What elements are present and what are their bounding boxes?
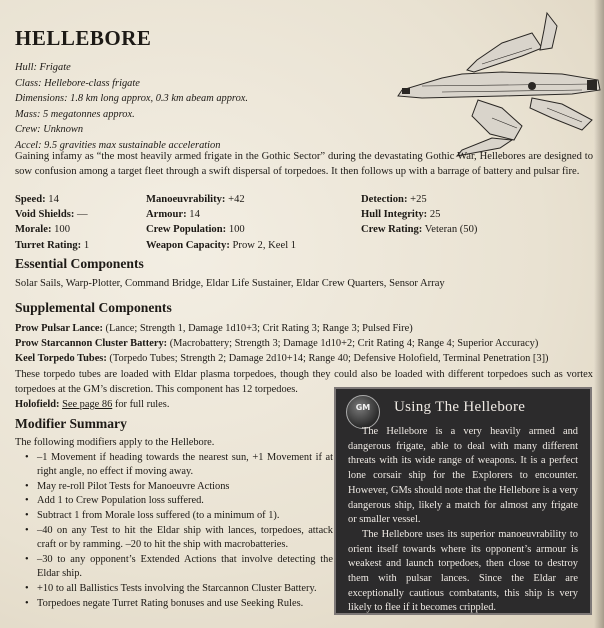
list-item: • +10 to all Ballistics Tests involving the Starcannon Cluster Battery. — [25, 582, 333, 597]
stat-hull-integrity: Hull Integrity: 25 — [361, 209, 441, 221]
ship-meta — [15, 60, 355, 153]
gm-skull-icon — [346, 395, 380, 429]
component-prow-pulsar-lance: Prow Pulsar Lance: (Lance; Strength 1, Damage 1d10+3; Crit Rating 3; Range 3; Pulsed Fire) — [15, 323, 413, 334]
meta-dimensions: Dimensions: 1.8 km long approx, 0.3 km abeam approx. — [15, 93, 248, 104]
see-page-link[interactable]: See page 86 — [62, 399, 113, 411]
stat-row — [15, 192, 595, 207]
stat-crew-population: Crew Population: 100 — [146, 224, 245, 236]
meta-crew: Crew: Unknown — [15, 124, 84, 135]
meta-hull: Hull: Frigate — [15, 62, 71, 73]
stat-row — [15, 207, 595, 222]
stat-manoeuvrability: Manoeuvrability: +42 — [146, 194, 245, 205]
stat-void-shields: Void Shields: — — [15, 209, 88, 221]
gm-badge-label: GM — [355, 403, 371, 412]
list-item: • –40 on any Test to hit the Eldar ship with lances, torpedoes, attack craft or by ramming. –20 to hit the ship with macrobatteries. — [25, 524, 333, 553]
gm-sidebar — [334, 387, 592, 615]
sidebar-text — [348, 425, 578, 616]
list-item: • May re-roll Pilot Tests for Manoeuvre Actions — [25, 480, 333, 495]
stat-detection: Detection: +25 — [361, 194, 427, 205]
list-item: • –30 to any opponent’s Extended Actions that involve detecting the Eldar ship. — [25, 553, 333, 582]
hellebore-ship-illustration — [382, 8, 604, 158]
stat-morale: Morale: 100 — [15, 224, 71, 236]
stat-crew-rating: Crew Rating: Veteran (50) — [361, 224, 478, 236]
component-keel-torpedo-tubes: Keel Torpedo Tubes: (Torpedo Tubes; Strength 2; Damage 2d10+14; Range 40; Defensive Holofield, Terminal Penetration [3]) — [15, 353, 549, 365]
stat-turret-rating: Turret Rating: 1 — [15, 239, 90, 251]
supplemental-components-heading: Supplemental Components — [15, 300, 172, 315]
list-item: • Torpedoes negate Turret Rating bonuses and use Seeking Rules. — [25, 597, 333, 612]
sidebar-paragraph: The Hellebore is a very heavily armed and dangerous frigate, able to deal with many different threats with its wide range of weapons. It is a perfect lone corsair ship for the Explorers to encounter. However, GMs should note that the Hellebore is a very dangerous ship, likely a match for almost any frigate or smaller vessel. — [348, 426, 578, 526]
sidebar-paragraph: The Hellebore uses its superior manoeuvrability to orient itself towards where its opponent’s armour is weakest and launch torpedoes, then close to destroy them with pulsar lances. Since the Eldar are exceptionally cautious combatants, this ship is very likely to flee if it becomes crippled. — [348, 528, 578, 614]
essential-components-text: Solar Sails, Warp-Plotter, Command Bridge, Eldar Life Sustainer, Eldar Crew Quarters, Sensor Array — [15, 278, 445, 289]
page-title: HELLEBORE — [15, 26, 152, 50]
list-item: • Add 1 to Crew Population loss suffered. — [25, 494, 333, 509]
list-item: • Subtract 1 from Morale loss suffered (to a minimum of 1). — [25, 509, 333, 524]
stat-speed: Speed: 14 — [15, 194, 59, 205]
list-item: • –1 Movement if heading towards the nearest sun, +1 Movement if at right angle, no effect if moving away. — [25, 451, 333, 480]
intro-paragraph: Gaining infamy as “the most heavily armed frigate in the Gothic Sector” during the devastating Gothic War, Hellebores are designed to sow confusion among a target fleet through a swift dispersal of torpedoes. It then follows up with a barrage of battery and pulsar fire. — [15, 151, 593, 178]
stat-armour: Armour: 14 — [146, 209, 200, 221]
stat-weapon-capacity: Weapon Capacity: Prow 2, Keel 1 — [146, 239, 297, 251]
modifier-list — [15, 451, 333, 612]
stat-row — [15, 238, 595, 253]
modifier-summary-heading: Modifier Summary — [15, 416, 127, 431]
torpedo-note: These torpedo tubes are loaded with Eldar plasma torpedoes, though they could also be loaded with different torpedoes such as vortex torpedoes at the GM’s discretion. This component has 12 torpedoes. — [15, 368, 593, 395]
essential-components-heading: Essential Components — [15, 256, 144, 271]
stat-row — [15, 222, 595, 237]
holofield-line: Holofield: See page 86 for full rules. — [15, 399, 170, 411]
meta-accel: Accel: 9.5 gravities max sustainable acceleration — [15, 139, 221, 151]
meta-mass: Mass: 5 megatonnes approx. — [15, 108, 135, 120]
modifier-intro: The following modifiers apply to the Hellebore. — [15, 437, 215, 448]
modifier-summary — [15, 436, 333, 611]
sidebar-title: Using The Hellebore — [394, 399, 526, 415]
stat-block — [15, 192, 595, 253]
component-prow-starcannon: Prow Starcannon Cluster Battery: (Macrobattery; Strength 3; Damage 1d10+2; Crit Rating 4; Range 4; Superior Accuracy) — [15, 338, 539, 350]
meta-class: Class: Hellebore-class frigate — [15, 77, 140, 89]
